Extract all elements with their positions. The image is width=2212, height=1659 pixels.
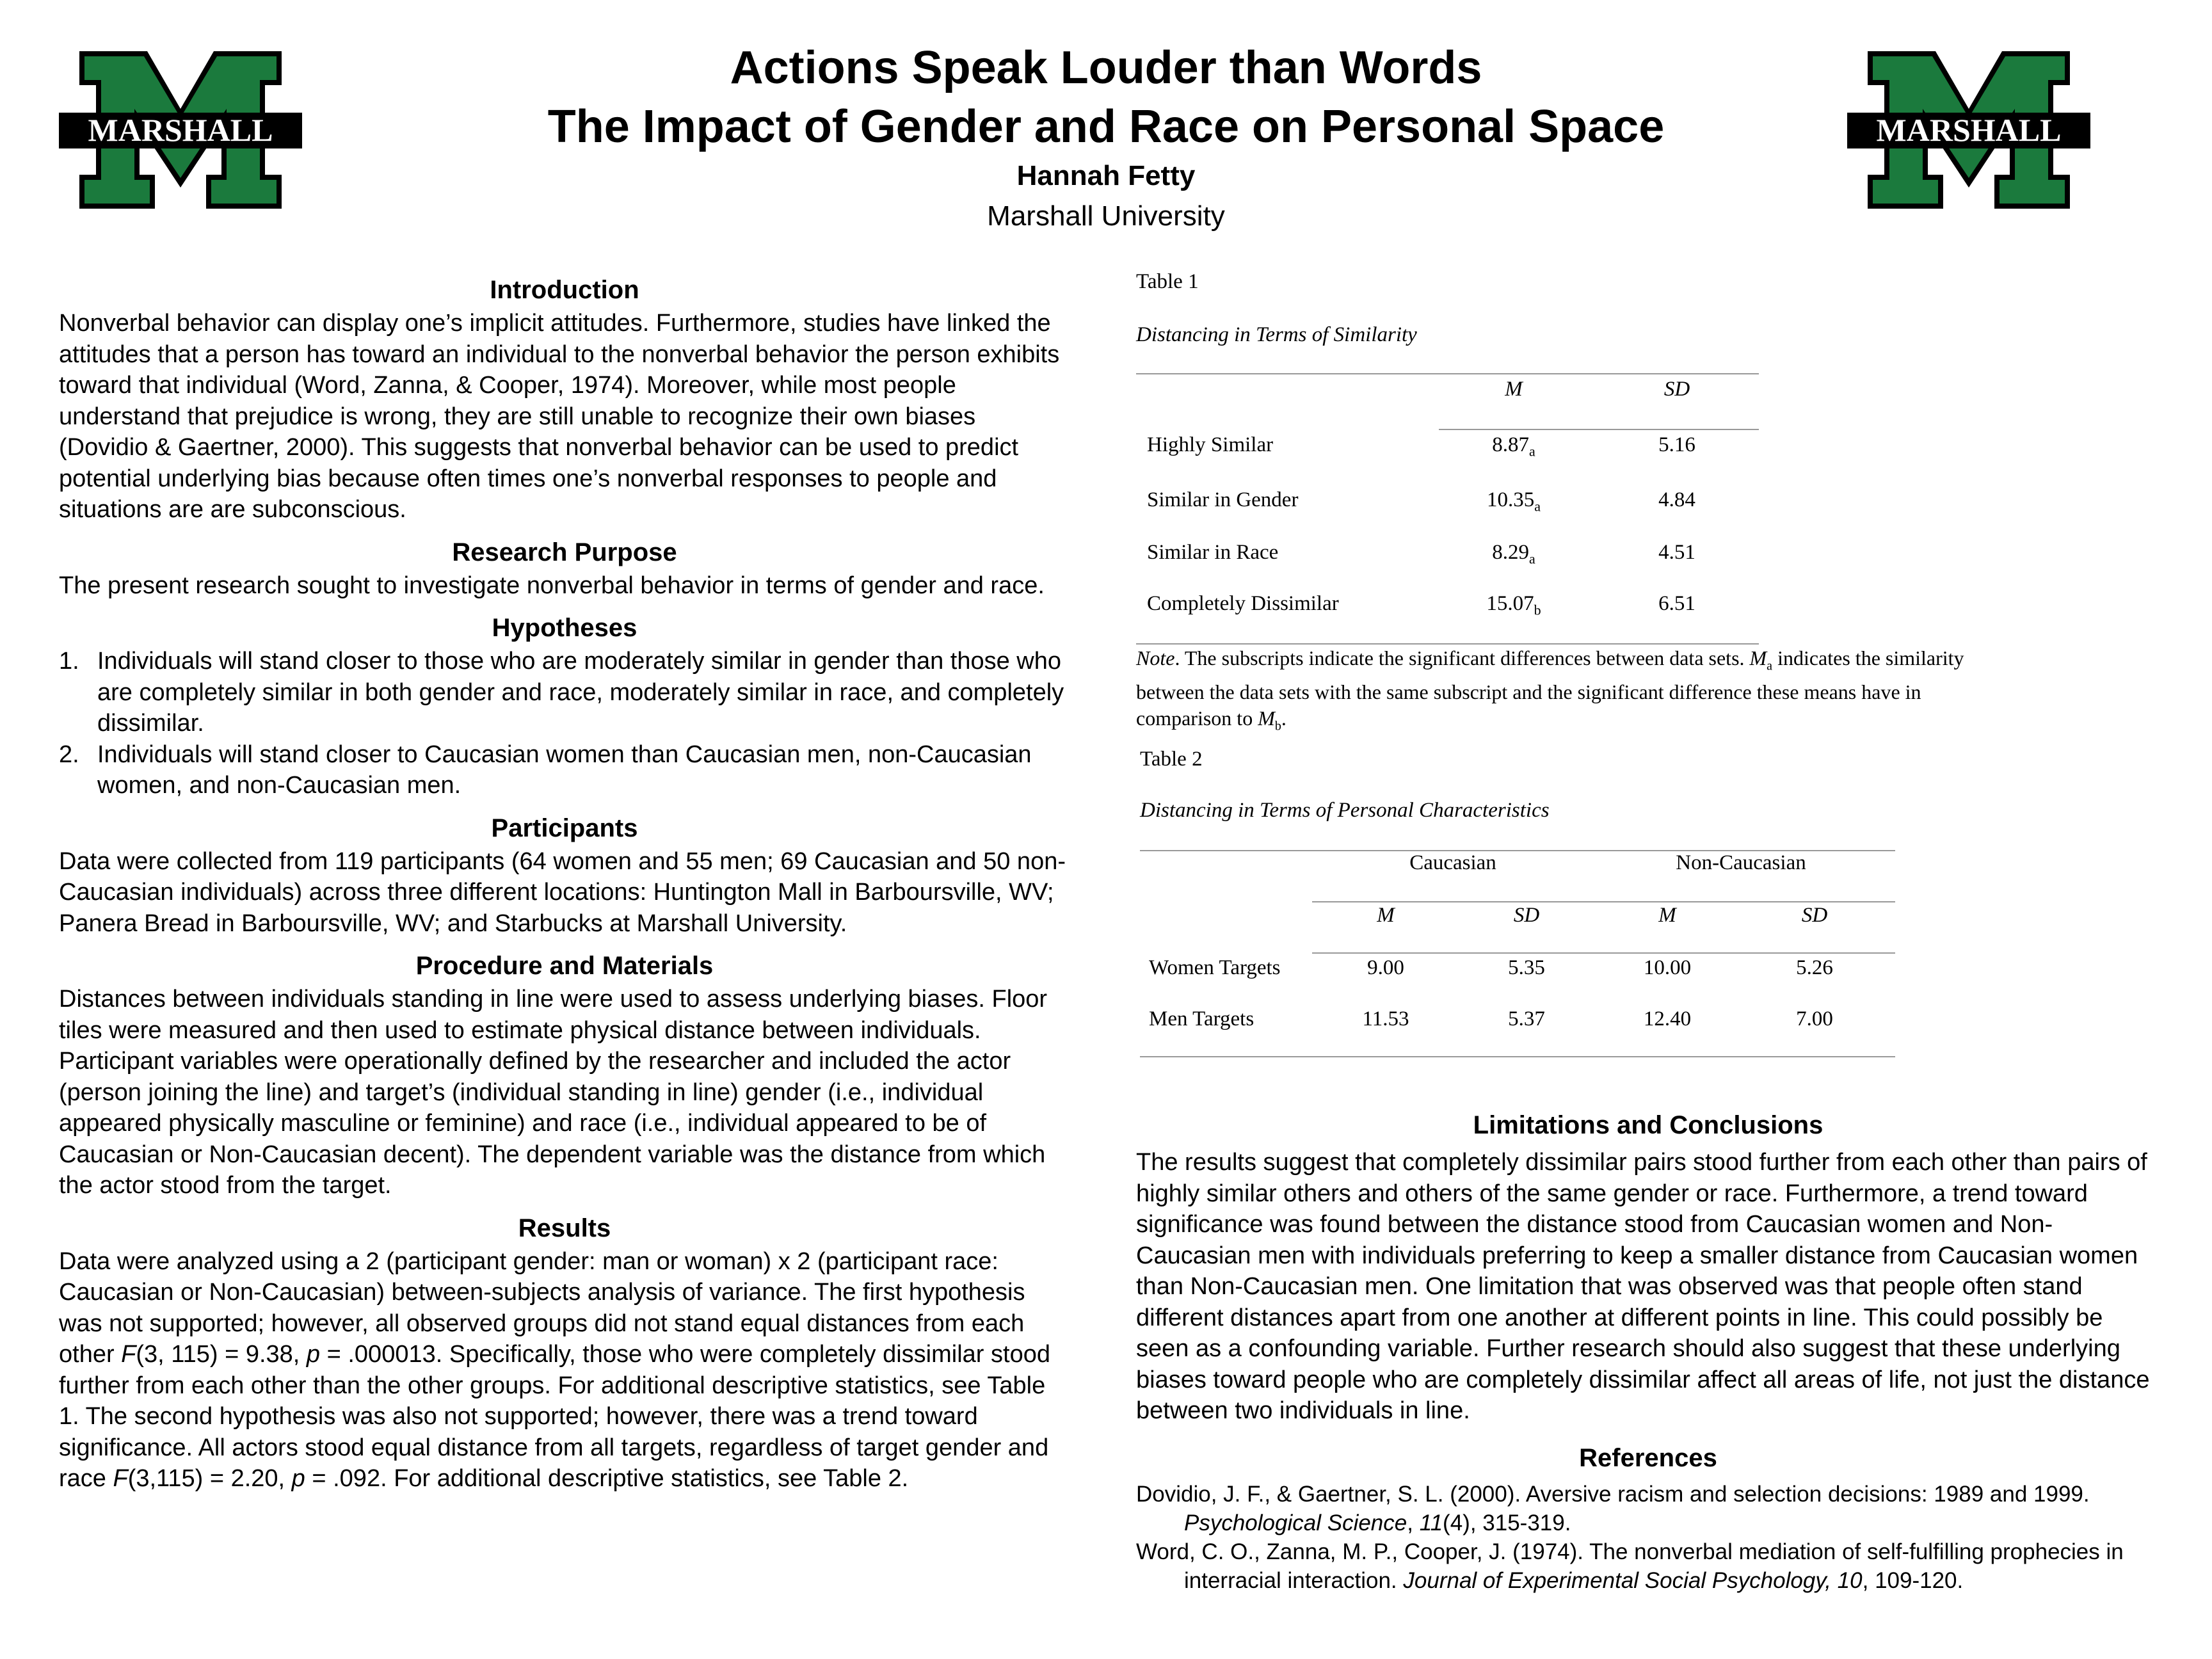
table-1-label: Table 1 [1136, 270, 1199, 293]
hypothesis-number: 1. [59, 648, 79, 675]
table-2-caption: Distancing in Terms of Personal Characteristics [1140, 799, 1550, 822]
svg-text:MARSHALL: MARSHALL [88, 112, 273, 148]
author-name: Hannah Fetty [1016, 160, 1196, 191]
table-rule [1136, 643, 1759, 645]
table-row-label: Similar in Gender [1147, 488, 1299, 511]
participants-heading: Participants [491, 813, 638, 842]
list-item [59, 739, 1070, 801]
introduction-text: Nonverbal behavior can display one’s implicit attitudes. Furthermore, studies have linked the attitudes that a person has toward an individual to the nonverbal behavior the person exhibits toward that individual (Word, Zanna, & Cooper, 1974). Moreover, while most people understand that prejudice is wrong, they are still unable to recognize their own biases (Dovidio & Gaertner, 2000). This suggests that nonverbal behavior can be used to predict potential underlying bias because often times one’s nonverbal responses to people and situations are are subconscious. [59, 310, 1060, 523]
table-rule [1439, 429, 1759, 430]
table-row-label: Completely Dissimilar [1147, 592, 1339, 615]
table-cell-sd: 4.84 [1658, 488, 1695, 511]
table-row-label: Women Targets [1149, 956, 1281, 979]
table-cell-m: $15.07_b$ [1486, 592, 1541, 618]
left-column [59, 272, 1070, 1503]
results-heading: Results [518, 1214, 611, 1242]
table-cell-sd: 5.16 [1658, 433, 1695, 456]
table-cell: 5.26 [1796, 956, 1833, 979]
table-cell-m: $8.87_a$ [1492, 433, 1535, 460]
table-cell: 10.00 [1643, 956, 1692, 979]
hypotheses-list [59, 646, 1070, 801]
table-2-label: Table 2 [1140, 748, 1203, 771]
reference-item: Word, C. O., Zanna, M. P., Cooper, J. (1974). The nonverbal mediation of self-fulfilling prophecies in interracial interaction. Journal of Experimental Social Psychology, 10, 109-120. [1136, 1539, 2124, 1593]
table-1-note: Note. The subscripts indicate the significant differences between data sets. $M_a$ indicates the similarity between the data sets with the same subscript and the significant difference these means have in comparison to $M_b$. [1136, 646, 1964, 733]
purpose-text: The present research sought to investigate nonverbal behavior in terms of gender and race. [59, 572, 1045, 599]
hypothesis-text: Individuals will stand closer to those who are moderately similar in gender than those who are completely similar in both gender and race, moderately similar in race, and completely dissimilar. [97, 648, 1064, 737]
results-text: Data were analyzed using a 2 (participant gender: man or woman) x 2 (participant race: Caucasian or Non-Caucasian) between-subjects analysis of variance. The first hypothesis was not supported; however, all observed groups did not stand equal distances from each other F(3, 115) = 9.38, p = .000013. Specifically, those who were completely dissimilar stood further from each other than the other groups. For additional descriptive statistics, see Table 1. The second hypothesis was also not supported; however, there was a trend toward significance. All actors stood equal distance from all targets, regardless of target gender and race F(3,115) = 2.20, p = .092. For additional descriptive statistics, see Table 2. [59, 1247, 1050, 1492]
references-section [1136, 1440, 2160, 1595]
purpose-heading: Research Purpose [452, 538, 677, 566]
list-item [59, 646, 1070, 739]
table-rule [1136, 373, 1759, 374]
table-1-col-sd: SD [1663, 378, 1690, 401]
hypothesis-number: 2. [59, 741, 79, 768]
procedure-text: Distances between individuals standing in line were used to assess underlying biases. Floor tiles were measured and then used to estimate physical distance between individuals. Participant variables were operationally defined by the researcher and included the actor (person joining the line) and target’s (individual standing in line) gender (i.e., individual appeared physically masculine or feminine) and race (i.e., individual appeared to be of Caucasian or Non-Caucasian decent). The dependent variable was the distance from which the actor stood from the target. [59, 986, 1048, 1199]
table-cell: 12.40 [1643, 1007, 1692, 1030]
affiliation: Marshall University [987, 200, 1225, 232]
poster-title-line2: The Impact of Gender and Race on Personal Space [547, 101, 1665, 152]
table-cell: 7.00 [1796, 1007, 1833, 1030]
table-2-group-non-caucasian: Non-Caucasian [1676, 851, 1806, 874]
svg-text:MARSHALL: MARSHALL [1876, 112, 2062, 148]
table-2-group-caucasian: Caucasian [1409, 851, 1496, 874]
hypothesis-text: Individuals will stand closer to Caucasian women than Caucasian men, non-Caucasian women, and non-Caucasian men. [97, 741, 1032, 799]
references-heading: References [1579, 1444, 1717, 1472]
conclusions-section [1136, 1107, 2160, 1436]
procedure-heading: Procedure and Materials [415, 952, 714, 980]
table-rule [1312, 952, 1895, 954]
table-rule [1312, 901, 1895, 902]
table-2-col-m: M [1377, 904, 1395, 927]
table-2-col-sd: SD [1801, 904, 1828, 927]
table-2-col-m: M [1658, 904, 1676, 927]
table-cell-m: $10.35_a$ [1486, 488, 1541, 515]
table-cell-sd: 4.51 [1658, 541, 1695, 564]
table-cell: 9.00 [1367, 956, 1404, 979]
table-row-label: Similar in Race [1147, 541, 1279, 564]
introduction-heading: Introduction [490, 276, 639, 304]
table-cell: 5.37 [1508, 1007, 1545, 1030]
table-1-col-m: M [1505, 378, 1523, 401]
table-cell-m: $8.29_a$ [1492, 541, 1535, 567]
poster-title-line1: Actions Speak Louder than Words [730, 42, 1482, 93]
table-cell: 5.35 [1508, 956, 1545, 979]
reference-item: Dovidio, J. F., & Gaertner, S. L. (2000). Aversive racism and selection decisions: 1989 and 1999. Psychological Science, 11(4), 315-319. [1136, 1482, 2090, 1535]
hypotheses-heading: Hypotheses [492, 614, 637, 642]
table-row-label: Men Targets [1149, 1007, 1254, 1030]
table-cell-sd: 6.51 [1658, 592, 1695, 615]
conclusions-text: The results suggest that completely dissimilar pairs stood further from each other than pairs of highly similar others and others of the same gender or race. Furthermore, a trend toward significance was found between the distance stood from Caucasian women and Non-Caucasian men with individuals preferring to keep a smaller distance from Caucasian women than Non-Caucasian men. One limitation that was observed was that people often stand different distances apart from one another at different points in line. This could possibly be seen as a confounding variable. Further research should also suggest that these underlying biases toward people who are completely dissimilar affect all areas of life, not just the distance between two individuals in line. [1136, 1149, 2150, 1424]
table-rule [1140, 1056, 1895, 1057]
table-2-col-sd: SD [1513, 904, 1540, 927]
conclusions-heading: Limitations and Conclusions [1473, 1111, 1823, 1139]
table-row-label: Highly Similar [1147, 433, 1274, 456]
table-1-caption: Distancing in Terms of Similarity [1136, 323, 1417, 346]
participants-text: Data were collected from 119 participants (64 women and 55 men; 69 Caucasian and 50 non-Caucasian individuals) across three different locations: Huntington Mall in Barboursville, WV; Panera Bread in Barboursville, WV; and Starbucks at Marshall University. [59, 847, 1066, 937]
table-cell: 11.53 [1362, 1007, 1409, 1030]
